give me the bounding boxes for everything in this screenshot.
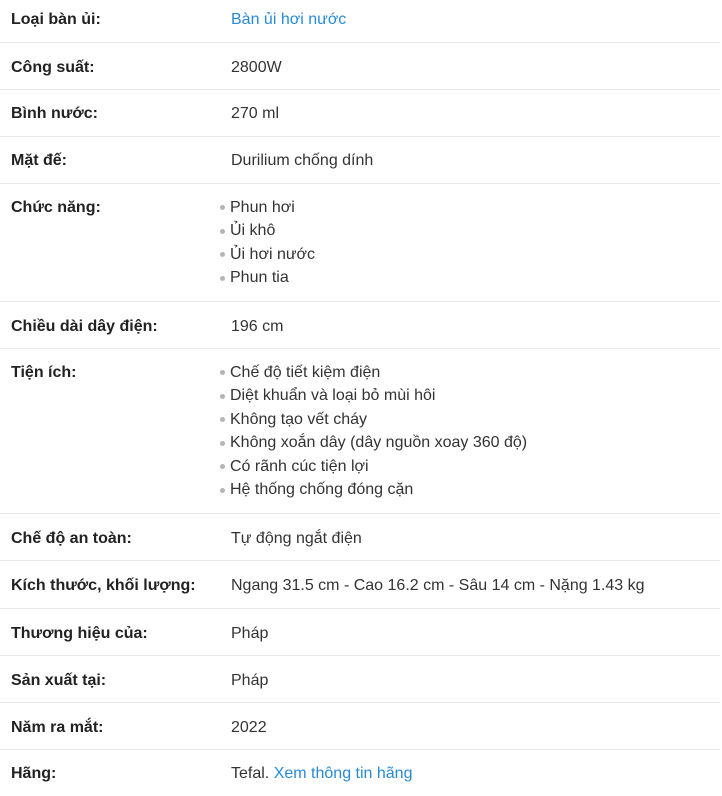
spec-value: Durilium chống dính [231,152,374,169]
spec-row-manufacturer [0,750,720,796]
spec-row-soleplate [0,137,720,184]
spec-label: Tiện ích: [11,364,77,381]
bullet-icon [220,417,225,422]
spec-row-made-in [0,656,720,703]
spec-row-release-year [0,703,720,750]
bullet-icon [220,464,225,469]
bullet-icon [220,205,225,210]
manufacturer-name: Tefal. [231,765,270,782]
bullet-icon [220,488,225,493]
brand-info-link[interactable]: Xem thông tin hãng [273,765,413,782]
bullet-icon [220,370,225,375]
iron-type-link[interactable]: Bàn ủi hơi nước [231,11,347,28]
spec-row-dimensions [0,561,720,609]
spec-value: 2022 [231,719,267,736]
spec-label: Năm ra mắt: [11,719,104,736]
spec-row-iron-type [0,0,720,43]
list-item: Ủi hơi nước [220,243,720,267]
spec-value: Pháp [231,672,269,689]
list-item: Phun hơi [220,196,720,220]
spec-label: Mặt đế: [11,152,67,169]
spec-label: Bình nước: [11,105,98,122]
spec-row-cord-length [0,302,720,349]
list-item: Phun tia [220,267,720,291]
list-item: Diệt khuẩn và loại bỏ mùi hôi [220,385,720,409]
spec-value [220,8,720,32]
bullet-icon [220,394,225,399]
spec-row-safety [0,514,720,561]
spec-value: 196 cm [231,318,284,335]
list-item: Ủi khô [220,220,720,244]
spec-label: Thương hiệu của: [11,625,148,642]
spec-label: Hãng: [11,765,57,782]
list-item: Hệ thống chống đóng cặn [220,479,720,503]
spec-value: Pháp [231,625,269,642]
list-item: Không tạo vết cháy [220,408,720,432]
spec-row-brand-origin [0,609,720,656]
spec-label: Công suất: [11,59,95,76]
spec-row-water-tank [0,90,720,137]
spec-row-power [0,43,720,90]
spec-value: Tự động ngắt điện [231,530,362,547]
spec-label: Chiều dài dây điện: [11,318,158,335]
list-item: Chế độ tiết kiệm điện [220,361,720,385]
spec-row-utilities [0,349,720,514]
bullet-icon [220,276,225,281]
spec-label: Sản xuất tại: [11,672,107,689]
spec-value [220,762,720,786]
spec-value [220,196,720,290]
list-item: Không xoắn dây (dây nguồn xoay 360 độ) [220,432,720,456]
spec-label: Kích thước, khối lượng: [11,577,196,594]
functions-list [220,196,720,290]
utilities-list [220,361,720,502]
list-item: Có rãnh cúc tiện lợi [220,455,720,479]
spec-label: Loại bàn ủi: [11,11,101,28]
spec-value: Ngang 31.5 cm - Cao 16.2 cm - Sâu 14 cm - Nặng 1.43 kg [231,577,645,594]
bullet-icon [220,441,225,446]
bullet-icon [220,229,225,234]
spec-value [220,361,720,502]
spec-row-functions [0,184,720,302]
spec-value: 2800W [231,59,282,76]
spec-label: Chế độ an toàn: [11,530,132,547]
spec-value: 270 ml [231,105,280,122]
bullet-icon [220,252,225,257]
spec-label: Chức năng: [11,199,101,216]
